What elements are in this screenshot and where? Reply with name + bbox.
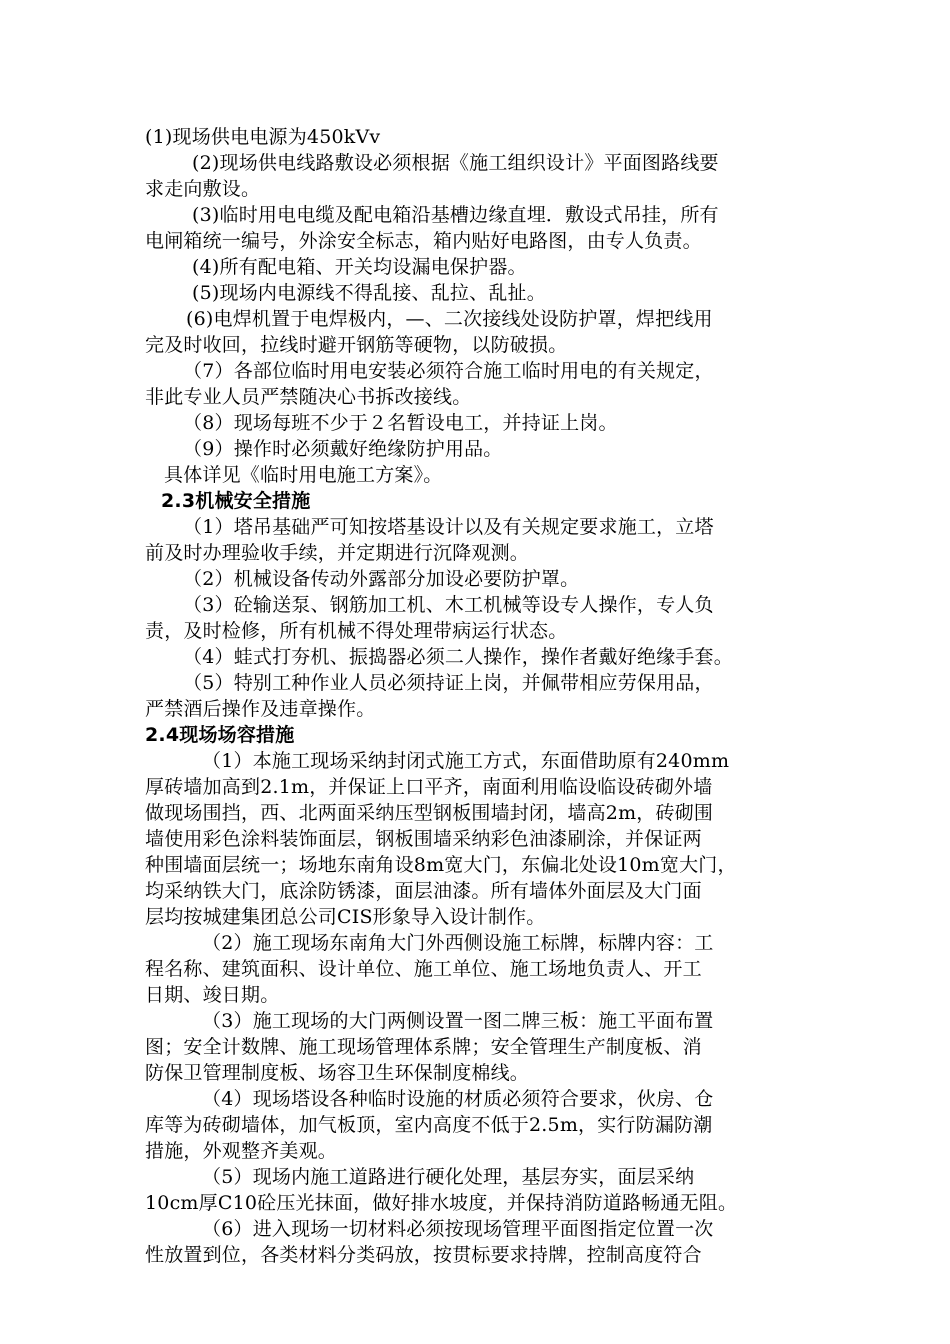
text-line: （8）现场每班不少于２名暂设电工，并持证上岗。 (183, 412, 618, 434)
text-line: (5)现场内电源线不得乱接、乱拉、乱扯。 (192, 282, 546, 304)
text-line: 种围墙面层统一；场地东南角设8m宽大门，东偏北处设10m宽大门， (145, 854, 737, 876)
text-line: （9）操作时必须戴好绝缘防护用品。 (183, 438, 503, 460)
text-line: (6)电焊机置于电焊极内，—、二次接线处设防护罩，焊把线用 (186, 308, 713, 330)
text-line: （2）施工现场东南角大门外西侧设施工标牌，标牌内容：工 (202, 932, 714, 954)
text-line: 严禁酒后操作及违章操作。 (145, 698, 376, 720)
text-line: （5）特别工种作业人员必须持证上岗，并佩带相应劳保用品， (183, 672, 714, 694)
text-line: 日期、竣日期。 (145, 984, 280, 1006)
text-line: 完及时收回，拉线时避开钢筋等硬物，以防破损。 (145, 334, 568, 356)
text-line: 前及时办理验收手续，并定期进行沉降观测。 (145, 542, 530, 564)
text-line: 10cm厚C10砼压光抹面，做好排水坡度，并保持消防道路畅通无阻。 (145, 1192, 738, 1214)
text-line: （1）塔吊基础严可知按塔基设计以及有关规定要求施工，立塔 (183, 516, 714, 538)
text-line: （5）现场内施工道路进行硬化处理，基层夯实，面层采纳 (202, 1166, 695, 1188)
text-line: (2)现场供电线路敷设必须根据《施工组织设计》平面图路线要 (192, 152, 719, 174)
text-line: （4）蛙式打夯机、振捣器必须二人操作，操作者戴好绝缘手套。 (183, 646, 733, 668)
text-line: 防保卫管理制度板、场容卫生环保制度棉线。 (145, 1062, 530, 1084)
text-line: 程名称、建筑面积、设计单位、施工单位、施工场地负责人、开工 (145, 958, 702, 980)
text-line: 墙使用彩色涂料装饰面层，钢板围墙采纳彩色油漆刷涂，并保证两 (145, 828, 702, 850)
text-line: 措施，外观整齐美观。 (145, 1140, 338, 1162)
text-line: （7）各部位临时用电安装必须符合施工临时用电的有关规定， (183, 360, 714, 382)
text-line: (1)现场供电电源为450kVv (145, 126, 381, 148)
text-line: 厚砖墙加高到2.1m，并保证上口平齐，南面利用临设临设砖砌外墙 (145, 776, 713, 798)
text-line: 均采纳铁大门，底涂防锈漆，面层油漆。所有墙体外面层及大门面 (145, 880, 702, 902)
text-line: 层均按城建集团总公司CIS形象导入设计制作。 (145, 906, 546, 928)
text-line: (4)所有配电箱、开关均设漏电保护器。 (192, 256, 527, 278)
text-line: 电闸箱统一编号，外涂安全标志，箱内贴好电路图，由专人负责。 (145, 230, 702, 252)
text-line: 求走向敷设。 (145, 178, 261, 200)
text-line: 图；安全计数牌、施工现场管理体系牌；安全管理生产制度板、消 (145, 1036, 702, 1058)
text-line: （6）进入现场一切材料必须按现场管理平面图指定位置一次 (202, 1218, 714, 1240)
text-line: （1）本施工现场采纳封闭式施工方式，东面借助原有240mm (202, 750, 730, 772)
text-line: 责，及时检修，所有机械不得处理带病运行状态。 (145, 620, 568, 642)
text-line: （4）现场塔设各种临时设施的材质必须符合要求，伙房、仓 (202, 1088, 714, 1110)
text-line: (3)临时用电电缆及配电箱沿基槽边缘直埋．敷设式吊挂，所有 (192, 204, 719, 226)
text-line: 非此专业人员严禁随决心书拆改接线。 (145, 386, 472, 408)
text-line: 库等为砖砌墙体，加气板顶，室内高度不低于2.5m，实行防漏防潮 (145, 1114, 713, 1136)
text-line: （2）机械设备传动外露部分加设必要防护罩。 (183, 568, 580, 590)
text-line: 性放置到位，各类材料分类码放，按贯标要求持牌，控制高度符合 (145, 1244, 702, 1266)
section-heading: 2.4现场场容措施 (145, 724, 295, 746)
text-line: （3）砼输送泵、钢筋加工机、木工机械等设专人操作，专人负 (183, 594, 714, 616)
text-line: （3）施工现场的大门两侧设置一图二牌三板：施工平面布置 (202, 1010, 714, 1032)
text-line: 具体详见《临时用电施工方案》。 (164, 464, 443, 486)
text-line: 做现场围挡，西、北两面采纳压型钢板围墙封闭，墙高2m，砖砌围 (145, 802, 714, 824)
section-heading: 2.3机械安全措施 (161, 490, 311, 512)
